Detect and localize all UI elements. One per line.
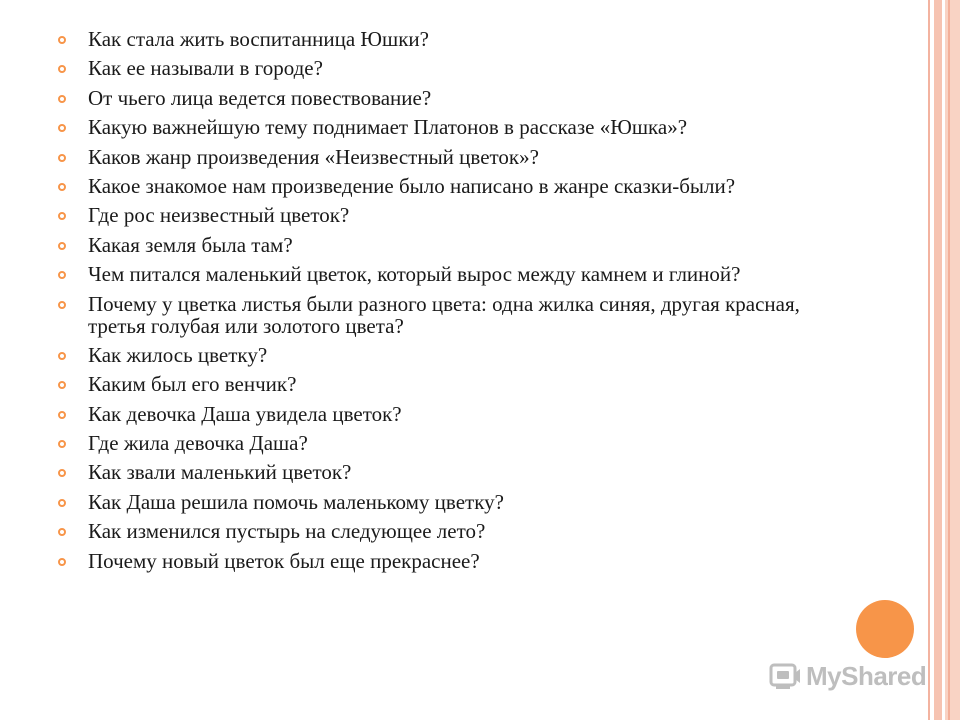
question-text: Чем питался маленький цветок, который вырос между камнем и глиной?: [88, 262, 741, 287]
list-item: [56, 520, 836, 542]
list-item: [56, 344, 836, 366]
list-item: [56, 87, 836, 109]
list-item: [56, 175, 836, 197]
question-text: Почему у цветка листья были разного цвета: одна жилка синяя, другая красная, третья голубая или золотого цвета?: [88, 291, 800, 338]
question-text: Как девочка Даша увидела цветок?: [88, 401, 402, 426]
bullet-icon: [58, 95, 66, 103]
decorative-stripe-line: [928, 0, 930, 720]
bullet-icon: [58, 411, 66, 419]
list-item: [56, 263, 836, 285]
question-text: Как звали маленький цветок?: [88, 460, 352, 485]
bullet-icon: [58, 558, 66, 566]
question-text: Какая земля была там?: [88, 232, 293, 257]
question-text: Как Даша решила помочь маленькому цветку?: [88, 489, 504, 514]
bullet-icon: [58, 124, 66, 132]
list-item: [56, 461, 836, 483]
question-text: Каким был его венчик?: [88, 372, 297, 397]
bullet-icon: [58, 440, 66, 448]
bullet-icon: [58, 352, 66, 360]
question-text: Как жилось цветку?: [88, 342, 268, 367]
bullet-icon: [58, 528, 66, 536]
question-text: Где жила девочка Даша?: [88, 431, 308, 456]
decorative-orange-circle: [856, 600, 914, 658]
list-item: [56, 293, 836, 337]
list-item: [56, 57, 836, 79]
bullet-icon: [58, 271, 66, 279]
question-text: Как изменился пустырь на следующее лето?: [88, 519, 486, 544]
list-item: [56, 432, 836, 454]
decorative-stripe-band: [934, 0, 942, 720]
watermark-text: MyShared: [806, 660, 927, 691]
list-item: [56, 373, 836, 395]
question-text: Как стала жить воспитанница Юшки?: [88, 27, 429, 51]
list-item: [56, 550, 836, 572]
bullet-icon: [58, 301, 66, 309]
question-text: Какое знакомое нам произведение было написано в жанре сказки-были?: [88, 173, 736, 198]
bullet-icon: [58, 36, 66, 44]
bullet-icon: [58, 212, 66, 220]
list-item: [56, 28, 836, 50]
myshared-logo-icon: [768, 659, 802, 693]
bullet-icon: [58, 242, 66, 250]
list-item: [56, 146, 836, 168]
question-text: Где рос неизвестный цветок?: [88, 203, 350, 228]
bullet-icon: [58, 154, 66, 162]
question-list: [56, 28, 836, 579]
bullet-icon: [58, 469, 66, 477]
question-text: Как ее называли в городе?: [88, 56, 323, 81]
bullet-icon: [58, 381, 66, 389]
question-text: Какую важнейшую тему поднимает Платонов в рассказе «Юшка»?: [88, 115, 688, 140]
question-text: Каков жанр произведения «Неизвестный цветок»?: [88, 144, 539, 169]
bullet-icon: [58, 183, 66, 191]
watermark: [768, 656, 926, 696]
list-item: [56, 234, 836, 256]
list-item: [56, 491, 836, 513]
decorative-stripe-edge: [948, 0, 950, 720]
list-item: [56, 204, 836, 226]
question-text: Почему новый цветок был еще прекраснее?: [88, 548, 480, 573]
list-item: [56, 403, 836, 425]
list-item: [56, 116, 836, 138]
bullet-icon: [58, 65, 66, 73]
question-text: От чьего лица ведется повествование?: [88, 85, 432, 110]
bullet-icon: [58, 499, 66, 507]
